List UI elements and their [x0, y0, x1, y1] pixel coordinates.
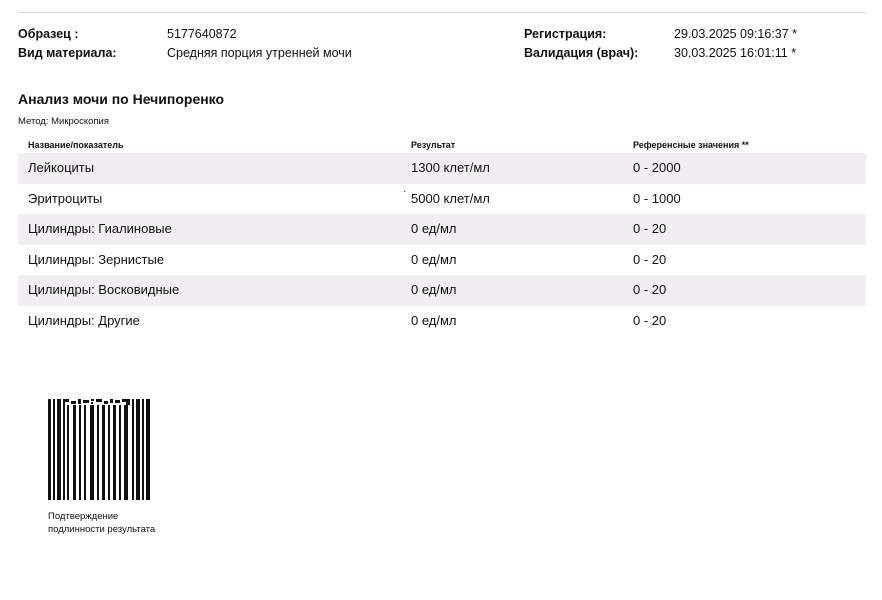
method-label: Метод: Микроскопия — [18, 116, 109, 127]
table-row — [18, 153, 866, 184]
table-row — [18, 184, 866, 215]
row-name: Лейкоциты — [28, 160, 95, 175]
verification-barcode[interactable] — [48, 399, 150, 500]
authenticity-caption — [48, 510, 155, 536]
registration-value: 29.03.2025 09:16:37 * — [674, 27, 798, 41]
column-header-result: Результат — [411, 140, 456, 150]
row-reference: 0 - 1000 — [633, 190, 681, 206]
caption-line-1: Подтверждение — [48, 511, 119, 522]
validation-value: 30.03.2025 16:01:11 * — [674, 46, 797, 60]
row-reference: 0 - 20 — [633, 251, 667, 267]
row-result: 0 ед/мл — [411, 282, 457, 297]
row-reference: 0 - 20 — [633, 312, 667, 328]
row-result: 5000 клет/мл — [411, 190, 490, 206]
section-title: Анализ мочи по Нечипоренко — [18, 91, 225, 107]
row-name: Цилиндры: Восковидные — [28, 282, 180, 297]
validation-label: Валидация (врач): — [524, 46, 639, 60]
table-row — [18, 245, 866, 276]
column-header-reference: Референсные значения ** — [633, 140, 749, 150]
row-result: 0 ед/мл — [411, 312, 457, 328]
table-row — [18, 214, 866, 245]
sample-label: Образец : — [18, 27, 79, 41]
column-header-name: Название/показатель — [28, 140, 124, 150]
sample-value: 5177640872 — [167, 27, 237, 41]
registration-label: Регистрация: — [524, 27, 607, 41]
row-reference: 0 - 20 — [633, 221, 667, 236]
row-name: Цилиндры: Зернистые — [28, 251, 165, 267]
row-result: 1300 клет/мл — [411, 160, 490, 175]
row-result: 0 ед/мл — [411, 251, 457, 267]
row-reference: 0 - 20 — [633, 282, 667, 297]
top-divider — [18, 12, 866, 13]
caption-line-2: подлинности результата — [48, 524, 156, 535]
deviation-mark: · — [403, 185, 407, 197]
row-result: 0 ед/мл — [411, 221, 457, 236]
row-name: Цилиндры: Гиалиновые — [28, 221, 172, 236]
row-reference: 0 - 2000 — [633, 160, 681, 175]
row-name: Эритроциты — [28, 190, 103, 206]
material-value: Средняя порция утренней мочи — [167, 46, 352, 60]
results-table — [18, 153, 866, 336]
row-name: Цилиндры: Другие — [28, 312, 140, 328]
table-row — [18, 275, 866, 306]
material-label: Вид материала: — [18, 46, 117, 60]
table-row — [18, 306, 866, 337]
